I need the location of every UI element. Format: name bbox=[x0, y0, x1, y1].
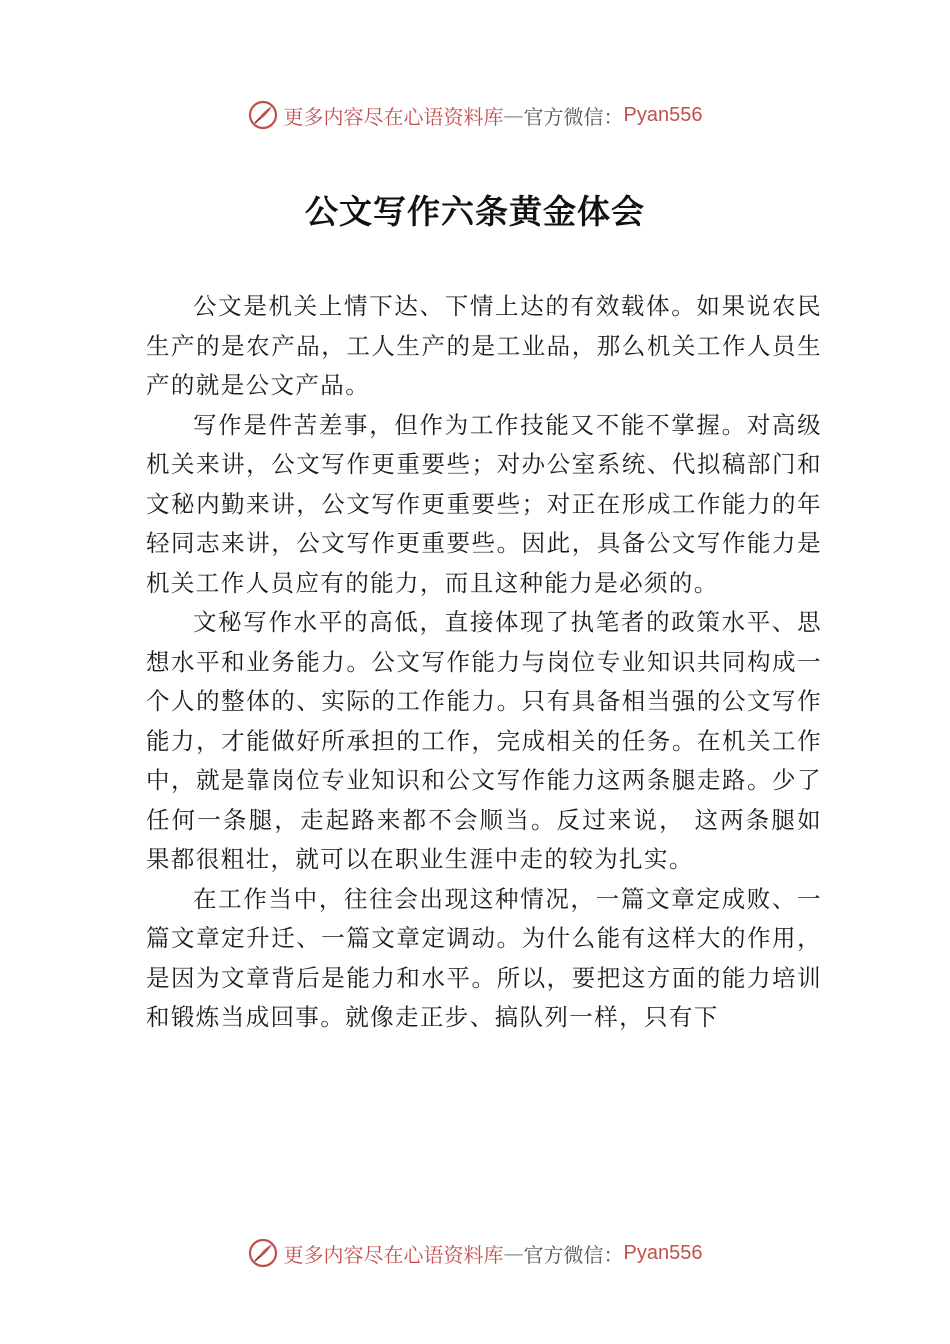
banner-text: 更多内容尽在心语资料库 bbox=[283, 1242, 504, 1267]
quill-seal-icon bbox=[248, 100, 278, 130]
header-banner bbox=[0, 95, 950, 135]
document-title: 公文写作六条黄金体会 bbox=[305, 192, 645, 231]
banner-separator: — bbox=[503, 103, 524, 127]
footer-banner bbox=[0, 1233, 950, 1273]
paragraph: 在工作当中，往往会出现这种情况，一篇文章定成败、一篇文章定升迁、一篇文章定调动。为什么能有这样大的作用，是因为文章背后是能力和水平。所以，要把这方面的能力培训和锻炼当成回事。就像走正步、搞队列一样，只有下 bbox=[146, 884, 822, 1031]
paragraph: 文秘写作水平的高低，直接体现了执笔者的政策水平、思想水平和业务能力。公文写作能力与岗位专业知识共同构成一个人的整体的、实际的工作能力。只有具备相当强的公文写作能力，才能做好所承担的工作，完成相关的任务。在机关工作中，就是靠岗位专业知识和公文写作能力这两条腿走路。少了任何一条腿，走起路来都不会顺当。反过来说， 这两条腿如果都很粗壮，就可以在职业生涯中走的较为扎实。 bbox=[146, 608, 822, 873]
banner-text: 更多内容尽在心语资料库 bbox=[283, 104, 504, 129]
banner-wechat-label: 官方微信： bbox=[523, 104, 624, 129]
paragraph: 公文是机关上情下达、下情上达的有效载体。如果说农民生产的是农产品，工人生产的是工业品，那么机关工作人员生产的就是公文产品。 bbox=[146, 292, 822, 399]
quill-seal-icon bbox=[248, 1238, 278, 1268]
banner-wechat-id: Pyan556 bbox=[623, 1241, 703, 1264]
document-body bbox=[146, 287, 822, 1038]
banner-wechat-label: 官方微信： bbox=[523, 1242, 624, 1267]
paragraph: 写作是件苦差事，但作为工作技能又不能不掌握。对高级机关来讲，公文写作更重要些；对办公室系统、代拟稿部门和文秘内勤来讲，公文写作更重要些；对正在形成工作能力的年轻同志来讲，公文写作更重要些。因此，具备公文写作能力是机关工作人员应有的能力，而且这种能力是必须的。 bbox=[146, 410, 822, 597]
banner-wechat-id: Pyan556 bbox=[623, 103, 703, 126]
banner-separator: — bbox=[503, 1241, 524, 1265]
